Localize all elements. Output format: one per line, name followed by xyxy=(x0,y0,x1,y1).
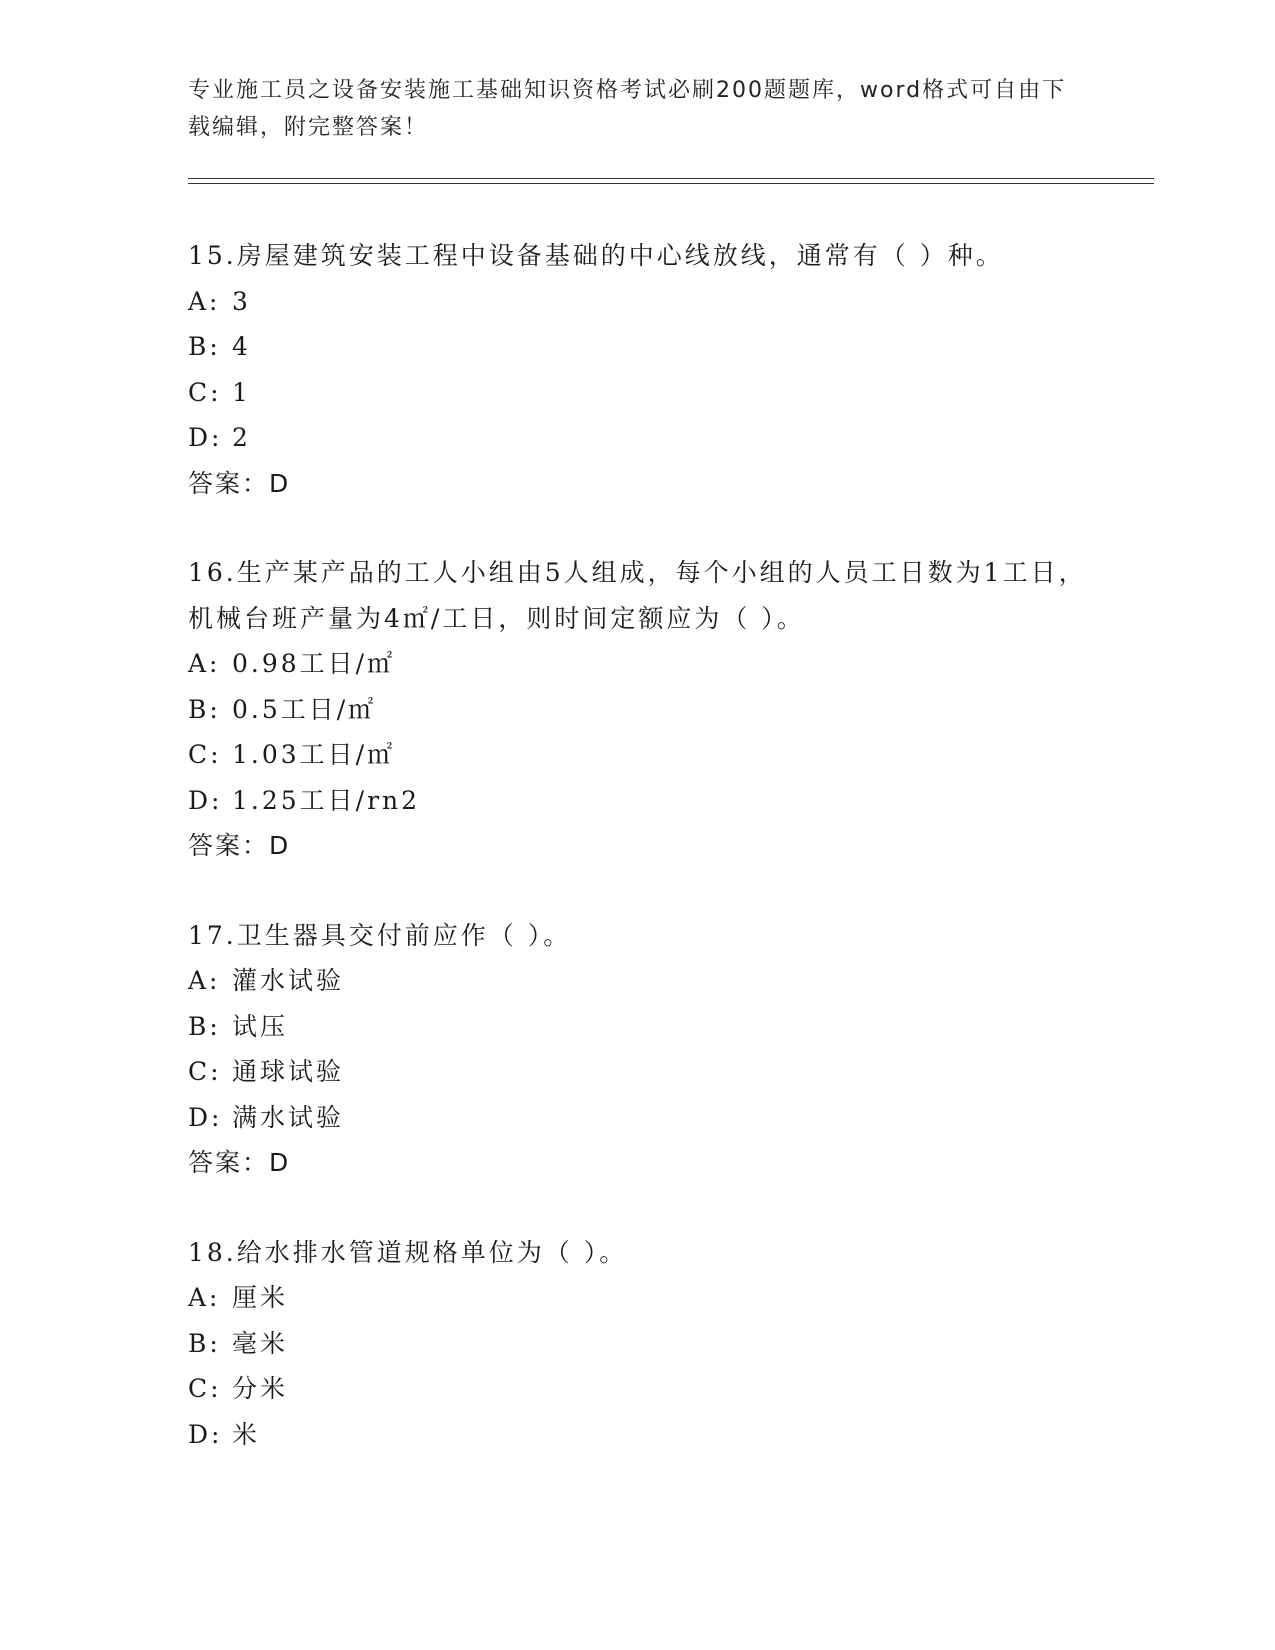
option-letter: D: xyxy=(188,1419,223,1449)
option-b xyxy=(188,1321,1088,1367)
option-letter: D: xyxy=(188,1102,223,1132)
option-d xyxy=(188,778,1088,824)
option-a xyxy=(188,1275,1088,1321)
option-text: 3 xyxy=(232,286,251,316)
option-letter: A: xyxy=(188,286,221,316)
answer-line: 答案：D xyxy=(188,1148,291,1177)
option-b xyxy=(188,687,1088,733)
option-text: 0.98工日/㎡ xyxy=(232,649,396,678)
option-d xyxy=(188,1412,1088,1458)
option-text: 1.03工日/㎡ xyxy=(232,740,396,769)
option-a xyxy=(188,958,1088,1004)
option-text: 分米 xyxy=(232,1374,289,1403)
question-17 xyxy=(188,913,1088,1186)
question-18 xyxy=(188,1230,1088,1458)
question-16 xyxy=(188,550,1088,869)
answer-line: 答案：D xyxy=(188,468,291,498)
option-text: 1.25工日/rn2 xyxy=(232,785,421,815)
option-c xyxy=(188,370,1088,416)
option-text: 2 xyxy=(232,423,251,452)
option-b xyxy=(188,1004,1088,1050)
option-text: 0.5工日/㎡ xyxy=(232,694,377,724)
option-letter: A: xyxy=(188,966,221,995)
option-c xyxy=(188,1366,1088,1412)
document-title: 专业施工员之设备安装施工基础知识资格考试必刷200题题库，word格式可自由下载编辑，附完整答案！ xyxy=(188,78,1067,140)
option-text: 1 xyxy=(232,377,251,407)
option-letter: C: xyxy=(188,377,222,407)
header-divider-top xyxy=(188,178,1154,179)
answer-line: 答案：D xyxy=(188,831,291,860)
option-letter: C: xyxy=(188,1057,222,1086)
option-text: 厘米 xyxy=(232,1283,289,1312)
option-text: 试压 xyxy=(232,1011,289,1041)
option-letter: B: xyxy=(188,1011,221,1041)
option-d xyxy=(188,1095,1088,1141)
question-stem: 17.卫生器具交付前应作（ ）。 xyxy=(188,920,572,950)
header-divider-bottom xyxy=(188,183,1154,184)
option-text: 米 xyxy=(232,1419,261,1449)
option-d xyxy=(188,415,1088,461)
option-letter: B: xyxy=(188,332,221,361)
option-letter: B: xyxy=(188,694,221,724)
question-list xyxy=(188,233,1088,1501)
question-stem: 15.房屋建筑安装工程中设备基础的中心线放线，通常有（ ）种。 xyxy=(188,241,1004,270)
option-text: 满水试验 xyxy=(232,1102,345,1132)
question-stem: 16.生产某产品的工人小组由5人组成，每个小组的人员工日数为1工日，机械台班产量为4㎡/工日，则时间定额应为（ ）。 xyxy=(188,558,1087,633)
option-c xyxy=(188,1049,1088,1095)
option-a xyxy=(188,641,1088,687)
option-letter: C: xyxy=(188,740,222,769)
question-stem: 18.给水排水管道规格单位为（ ）。 xyxy=(188,1237,628,1267)
option-a xyxy=(188,279,1088,325)
option-letter: A: xyxy=(188,649,221,678)
option-letter: D: xyxy=(188,423,223,452)
option-text: 毫米 xyxy=(232,1328,289,1358)
option-text: 灌水试验 xyxy=(232,966,345,995)
question-15 xyxy=(188,233,1088,506)
option-b xyxy=(188,324,1088,370)
option-letter: C: xyxy=(188,1374,222,1403)
option-text: 4 xyxy=(232,332,251,361)
option-letter: B: xyxy=(188,1328,221,1358)
option-letter: A: xyxy=(188,1283,221,1312)
option-letter: D: xyxy=(188,785,223,815)
option-text: 通球试验 xyxy=(232,1057,345,1086)
option-c xyxy=(188,732,1088,778)
